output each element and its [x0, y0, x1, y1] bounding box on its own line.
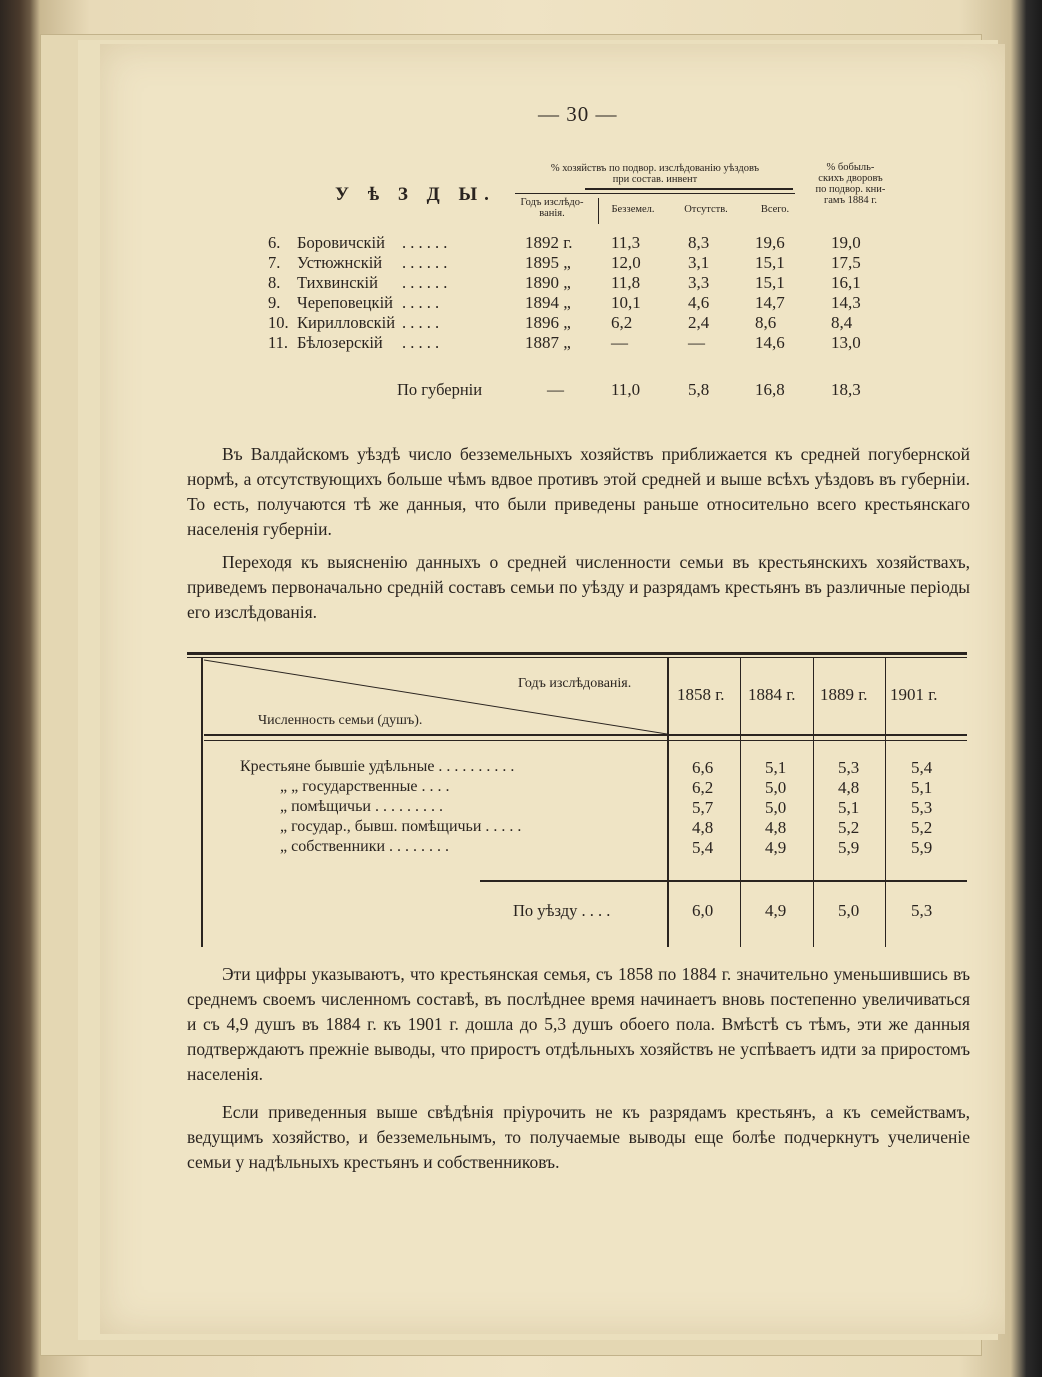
row-number: 7.: [268, 253, 281, 272]
paragraph-2: [187, 550, 970, 625]
row-number: 6.: [268, 233, 281, 252]
landless-pct: 10,1: [611, 293, 641, 312]
survey-year: 1894 „: [525, 293, 571, 312]
rule: [885, 657, 886, 947]
row-number: 8.: [268, 273, 281, 292]
table2-value: 5,7: [692, 798, 714, 817]
leader-dots: . . . . . .: [402, 253, 448, 272]
table1-header-absent: Отсутств.: [684, 204, 728, 215]
header-text: по подвор. кни-: [815, 184, 886, 195]
table2-year: 1884 г.: [748, 685, 796, 704]
header-text: гамъ 1884 г.: [823, 195, 878, 206]
header-text: скихъ дворовъ: [818, 173, 883, 184]
table2-row-label: „ помѣщичьи . . . . . . . . .: [280, 798, 443, 815]
table2-value: 5,9: [911, 838, 933, 857]
landless-pct: 6,2: [611, 313, 633, 332]
table1-header-bobyl: [808, 162, 893, 206]
table2-year: 1901 г.: [890, 685, 938, 704]
absent-pct: 2,4: [688, 313, 710, 332]
table2-diag-top: Годъ изслѣдованія.: [518, 676, 632, 691]
rule: [201, 657, 203, 947]
table1-total-absent: 5,8: [688, 380, 710, 399]
table2-value: 4,8: [765, 818, 787, 837]
landless-pct: 11,8: [611, 273, 641, 292]
table2-value: 5,0: [765, 778, 787, 797]
table1-header-total: Всего.: [760, 204, 790, 215]
rule: [585, 188, 793, 190]
rule: [480, 880, 967, 882]
landless-pct: 12,0: [611, 253, 641, 272]
table1-total-year: —: [547, 380, 564, 399]
absent-pct: 8,3: [688, 233, 710, 252]
table2-diag-bottom: Численность семьи (душъ).: [258, 713, 423, 728]
landless-pct: —: [611, 333, 628, 352]
uezd-name: Устюжнскій: [297, 253, 383, 272]
table2-row-label: „ „ государственные . . . .: [280, 778, 450, 795]
table2-row-label: „ собственники . . . . . . . .: [280, 838, 450, 855]
paragraph-1: [187, 442, 970, 542]
header-text: % бобыль-: [826, 162, 875, 173]
bobyl-pct: 17,5: [831, 253, 861, 272]
table2-total-value: 4,9: [765, 901, 787, 920]
absent-pct: 4,6: [688, 293, 710, 312]
table1-header-landless: Безземел.: [611, 204, 655, 215]
table1-header-uezd: У ѣ З Д Ы.: [335, 184, 496, 205]
paragraph-text: Эти цифры указываютъ, что крестьянская семья, съ 1858 по 1884 г. значительно уменьшившись въ среднемъ своемъ численномъ составѣ, въ послѣднее время начинаетъ вновь постепенно увеличиваться и съ 4,9 душъ въ 1884 г. къ 1901 г. дошла до 5,3 душъ обоего пола. Вмѣстѣ съ тѣмъ, эти же данныя подтверждаютъ прежніе выводы, что приростъ отдѣльныхъ хозяйствъ не успѣваетъ идти за приростомъ населенія.: [187, 964, 970, 1084]
table1-header-group: [515, 163, 795, 185]
leader-dots: . . . . . .: [402, 233, 448, 252]
leader-dots: . . . . . .: [402, 273, 448, 292]
bobyl-pct: 8,4: [831, 313, 853, 332]
table1-header-year: [512, 197, 592, 219]
survey-year: 1887 „: [525, 333, 571, 352]
rule: [204, 734, 967, 736]
bobyl-pct: 14,3: [831, 293, 861, 312]
table2-total-value: 5,0: [838, 901, 860, 920]
leader-dots: . . . . .: [402, 333, 440, 352]
page-number: — 30 —: [538, 102, 618, 126]
survey-year: 1895 „: [525, 253, 571, 272]
table2-value: 5,2: [838, 818, 860, 837]
table2-value: 4,9: [765, 838, 787, 857]
row-number: 11.: [268, 333, 289, 352]
table1-total-total: 16,8: [755, 380, 785, 399]
table2-value: 6,6: [692, 758, 714, 777]
table2-row-label: Крестьяне бывшіе удѣльные . . . . . . . . . .: [240, 758, 515, 775]
table1-total-landless: 11,0: [611, 380, 641, 399]
table2-value: 4,8: [838, 778, 860, 797]
rule: [204, 740, 967, 741]
total-pct: 14,7: [755, 293, 785, 312]
landless-pct: 11,3: [611, 233, 641, 252]
table1-total-label: По губерніи: [397, 380, 483, 399]
table2-value: 5,4: [911, 758, 933, 777]
uezd-name: Кирилловскій: [297, 313, 396, 332]
paragraph-4: [187, 1100, 970, 1175]
table2-value: 5,1: [838, 798, 860, 817]
row-number: 10.: [268, 313, 289, 332]
total-pct: 14,6: [755, 333, 785, 352]
table2-total-value: 5,3: [911, 901, 933, 920]
header-text: % хозяйствъ по подвор. изслѣдованію уѣздовъ: [550, 163, 760, 174]
header-text: при состав. инвент: [612, 174, 698, 185]
rule: [813, 657, 814, 947]
total-pct: 19,6: [755, 233, 785, 252]
total-pct: 15,1: [755, 253, 785, 272]
table1-total-bobyl: 18,3: [831, 380, 861, 399]
table2-value: 5,1: [765, 758, 787, 777]
bobyl-pct: 19,0: [831, 233, 861, 252]
uezd-name: Тихвинскій: [297, 273, 378, 292]
table2-total-label: По уѣзду . . . .: [513, 901, 611, 920]
bobyl-pct: 13,0: [831, 333, 861, 352]
survey-year: 1896 „: [525, 313, 571, 332]
table2-value: 6,2: [692, 778, 714, 797]
table2-value: 4,8: [692, 818, 714, 837]
rule: [187, 652, 967, 655]
paragraph-text: Переходя къ выясненію данныхъ о средней численности семьи въ крестьянскихъ хозяйствахъ, приведемъ первоначально средній составъ семьи по уѣзду и разрядамъ крестьянъ въ различные періоды его изслѣдованія.: [187, 552, 970, 622]
leader-dots: . . . . .: [402, 313, 440, 332]
table2-year: 1889 г.: [820, 685, 868, 704]
table2-value: 5,0: [765, 798, 787, 817]
survey-year: 1892 г.: [525, 233, 573, 252]
table2-value: 5,4: [692, 838, 714, 857]
uezd-name: Боровичскій: [297, 233, 385, 252]
table2-value: 5,2: [911, 818, 933, 837]
row-number: 9.: [268, 293, 281, 312]
total-pct: 8,6: [755, 313, 777, 332]
paragraph-text: Въ Валдайскомъ уѣздѣ число безземельныхъ хозяйствъ приближается къ средней погубернской нормѣ, а отсутствующихъ больше чѣмъ вдвое противъ этой средней и выше всѣхъ уѣздовъ въ губерніи. То есть, получаются тѣ же данныя, что были приведены раньше относительно всего крестьянскаго населенія губерніи.: [187, 444, 970, 539]
rule: [740, 657, 741, 947]
total-pct: 15,1: [755, 273, 785, 292]
uezd-name: Череповецкій: [297, 293, 393, 312]
paragraph-text: Если приведенныя выше свѣдѣнія пріурочить не къ разрядамъ крестьянъ, а къ семействамъ, ведущимъ хозяйство, и безземельнымъ, то получаемые выводы еще болѣе подчеркнутъ учеличеніе семьи у надѣльныхъ крестьянъ и собственниковъ.: [187, 1102, 970, 1172]
absent-pct: 3,3: [688, 273, 710, 292]
absent-pct: 3,1: [688, 253, 710, 272]
table2-year: 1858 г.: [677, 685, 725, 704]
table2-total-value: 6,0: [692, 901, 714, 920]
rule: [598, 198, 599, 224]
table2-value: 5,3: [838, 758, 860, 777]
absent-pct: —: [688, 333, 705, 352]
leader-dots: . . . . .: [402, 293, 440, 312]
survey-year: 1890 „: [525, 273, 571, 292]
bobyl-pct: 16,1: [831, 273, 861, 292]
table2-row-label: „ госудaр., бывш. помѣщичьи . . . . .: [280, 818, 522, 835]
table2-value: 5,3: [911, 798, 933, 817]
rule: [515, 193, 795, 194]
table2-value: 5,1: [911, 778, 933, 797]
table2-value: 5,9: [838, 838, 860, 857]
paragraph-3: [187, 962, 970, 1087]
uezd-name: Бѣлозерскій: [297, 333, 383, 352]
header-text: ванія.: [539, 208, 565, 219]
rule: [667, 657, 669, 947]
header-text: Годъ изслѣдо-: [520, 197, 584, 208]
